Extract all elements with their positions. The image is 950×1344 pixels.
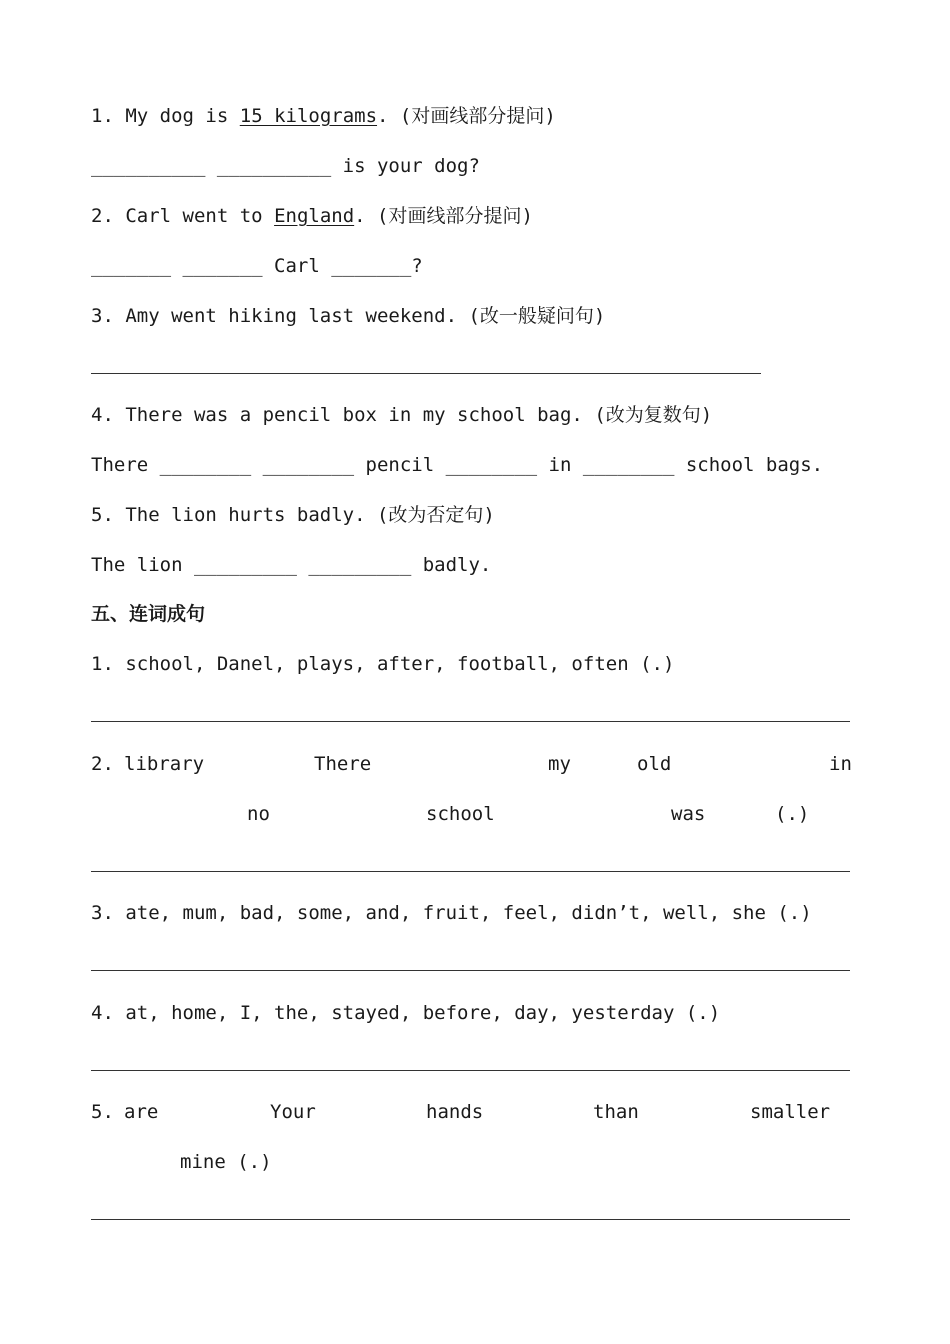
scrambled-word: Your — [270, 1101, 316, 1123]
scrambled-word: mine (.) — [180, 1151, 272, 1173]
question-number: 2. — [91, 753, 114, 775]
answer-rule-5-2[interactable] — [91, 871, 850, 872]
scrambled-word: smaller — [750, 1101, 831, 1123]
scrambled-word: than — [593, 1101, 639, 1123]
underlined-phrase: England — [274, 205, 355, 227]
question-5-4: 4. at, home, I, the, stayed, before, day, yesterday (.) — [91, 1002, 721, 1024]
question-4-1: 1. My dog is 15 kilograms. (对画线部分提问) — [91, 105, 556, 127]
scrambled-word: school — [426, 803, 495, 825]
answer-line-4-2[interactable]: _______ _______ Carl _______? — [91, 255, 423, 277]
answer-line-4-5[interactable]: The lion _________ _________ badly. — [91, 554, 492, 576]
question-5-3: 3. ate, mum, bad, some, and, fruit, feel, didn’t, well, she (.) — [91, 902, 812, 924]
answer-rule-5-4[interactable] — [91, 1070, 850, 1071]
question-4-2: 2. Carl went to England. (对画线部分提问) — [91, 205, 533, 227]
scrambled-word: There — [314, 753, 372, 775]
underlined-phrase: 15 kilograms — [239, 105, 378, 127]
scrambled-word: library — [124, 753, 205, 775]
scrambled-word: (.) — [775, 803, 810, 825]
answer-line-4-1[interactable]: __________ __________ is your dog? — [91, 155, 480, 177]
scrambled-word: my — [548, 753, 571, 775]
question-4-4: 4. There was a pencil box in my school bag. (改为复数句) — [91, 404, 713, 426]
question-4-5: 5. The lion hurts badly. (改为否定句) — [91, 504, 495, 526]
answer-rule-5-5[interactable] — [91, 1219, 850, 1220]
scrambled-word: are — [124, 1101, 159, 1123]
answer-rule-4-3[interactable] — [91, 373, 761, 374]
answer-rule-5-1[interactable] — [91, 721, 850, 722]
scrambled-word: old — [637, 753, 672, 775]
question-5-1: 1. school, Danel, plays, after, football, often (.) — [91, 653, 675, 675]
question-4-3: 3. Amy went hiking last weekend. (改一般疑问句) — [91, 305, 606, 327]
answer-line-4-4[interactable]: There ________ ________ pencil ________ in ________ school bags. — [91, 454, 824, 476]
answer-rule-5-3[interactable] — [91, 970, 850, 971]
scrambled-word: in — [829, 753, 852, 775]
question-number: 5. — [91, 1101, 114, 1123]
scrambled-word: was — [671, 803, 706, 825]
section-heading: 五、连词成句 — [91, 603, 206, 625]
scrambled-word: hands — [426, 1101, 484, 1123]
scrambled-word: no — [247, 803, 270, 825]
